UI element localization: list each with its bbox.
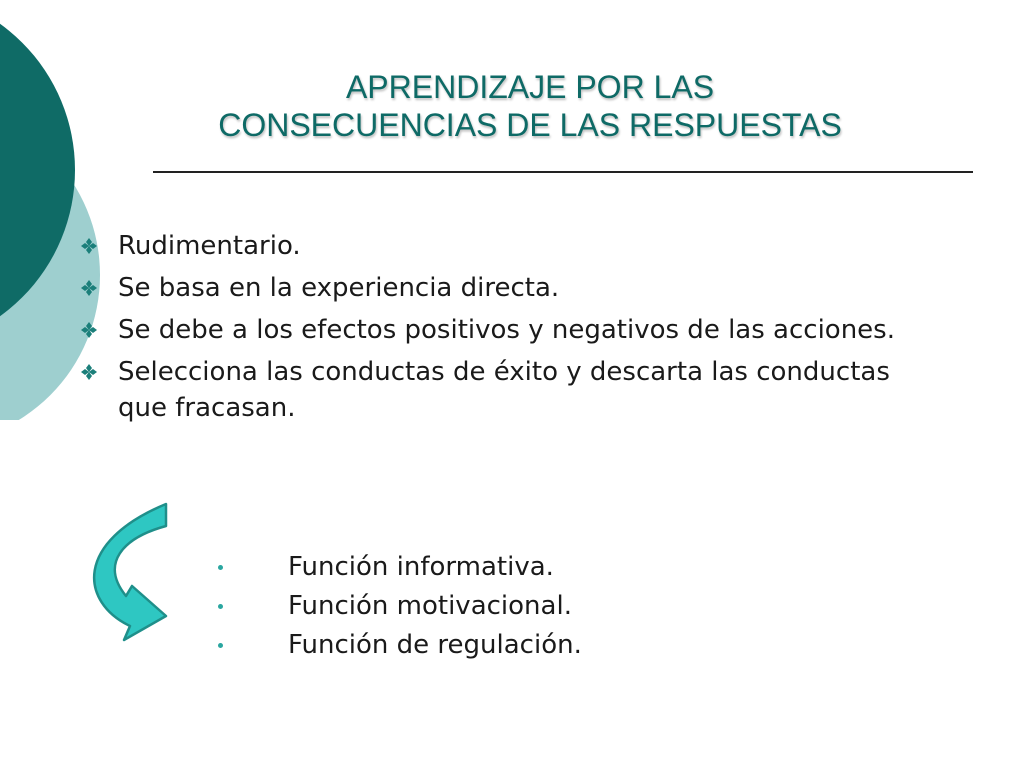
dot-bullet-icon (218, 604, 223, 609)
function-text: Función informativa. (288, 552, 554, 582)
list-item (210, 548, 810, 587)
bullet-text: Se debe a los efectos positivos y negativos de las acciones. (118, 315, 895, 345)
list-item (210, 626, 810, 665)
dot-bullet-icon (218, 565, 223, 570)
title-divider (153, 171, 973, 173)
bullet-text: Se basa en la experiencia directa. (118, 273, 560, 303)
list-item (210, 587, 810, 626)
diamond-bullet-icon (80, 321, 98, 339)
list-item (80, 312, 900, 348)
diamond-bullet-icon (80, 279, 98, 297)
title-line-1: APRENDIZAJE POR LAS (345, 69, 715, 105)
functions-list (210, 548, 810, 665)
list-item (80, 354, 900, 426)
function-text: Función de regulación. (288, 630, 582, 660)
bullet-list (80, 228, 900, 432)
diamond-bullet-icon (80, 237, 98, 255)
diamond-bullet-icon (80, 363, 98, 381)
function-text: Función motivacional. (288, 591, 572, 621)
dot-bullet-icon (218, 643, 223, 648)
slide-title (150, 68, 910, 144)
bullet-text: Rudimentario. (118, 231, 301, 261)
list-item (80, 228, 900, 264)
bullet-text: Selecciona las conductas de éxito y descarta las conductas que fracasan. (118, 357, 890, 423)
curved-arrow-icon (80, 502, 180, 644)
list-item (80, 270, 900, 306)
title-line-2: CONSECUENCIAS DE LAS RESPUESTAS (218, 107, 842, 143)
